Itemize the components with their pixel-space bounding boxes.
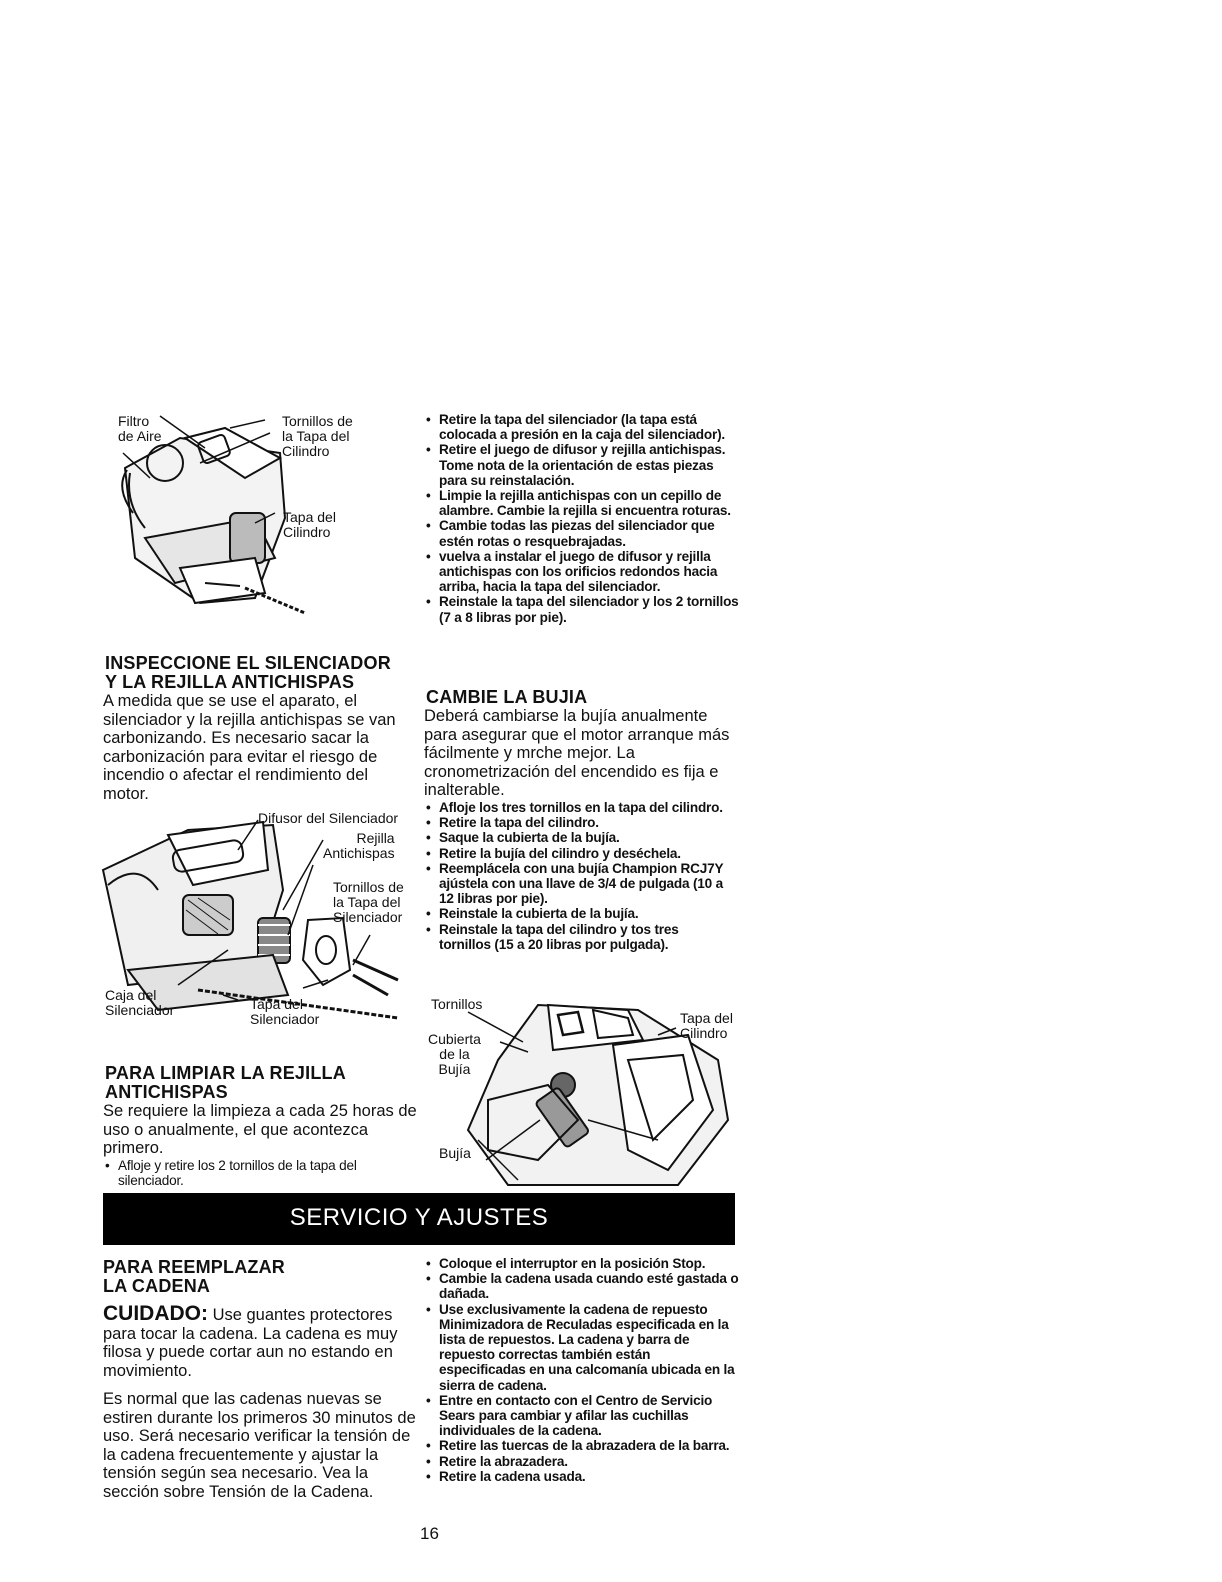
label-filtro-aire: Filtro de Aire xyxy=(118,413,162,444)
list-item: • Retire la tapa del silenciador (la tapa está colocada a presión en la caja del silenciador). xyxy=(424,412,739,442)
label-tornillos-bujia: Tornillos xyxy=(431,996,483,1012)
page-number: 16 xyxy=(420,1524,439,1543)
list-item: • Retire la cadena usada. xyxy=(424,1469,739,1484)
list-item: • Saque la cubierta de la bujía. xyxy=(424,830,729,845)
list-reemplazar-steps xyxy=(424,1256,739,1484)
list-item: • Coloque el interruptor en la posición Stop. xyxy=(424,1256,739,1271)
list-item: • Retire la tapa del cilindro. xyxy=(424,815,729,830)
list-item: • Retire la abrazadera. xyxy=(424,1454,739,1469)
heading-inspeccione-silenciador: INSPECCIONE EL SILENCIADOR Y LA REJILLA ANTICHISPAS xyxy=(105,653,391,692)
paragraph-limpiar: Se requiere la limpieza a cada 25 horas de uso o anualmente, el que acontezca primero. xyxy=(103,1102,417,1157)
list-item: • Retire el juego de difusor y rejilla antichispas. Tome nota de la orientación de estas piezas para su reinstalación. xyxy=(424,442,739,488)
paragraph-silenciador: A medida que se use el aparato, el silenciador y la rejilla antichispas se van carbonizando. Es necesario sacar la carbonización para evitar el riesgo de incendio o afectar el rendimiento del motor. xyxy=(103,692,396,803)
label-rejilla-antichispas: Rejilla Antichispas xyxy=(323,830,395,861)
paragraph-caution xyxy=(103,1302,418,1380)
label-bujia: Bujía xyxy=(439,1145,471,1161)
section-banner xyxy=(103,1193,735,1245)
list-item: • Afloje y retire los 2 tornillos de la tapa del silenciador. xyxy=(103,1158,413,1188)
heading-cambie-bujia: CAMBIE LA BUJIA xyxy=(426,687,588,707)
list-item: • Limpie la rejilla antichispas con un cepillo de alambre. Cambie la rejilla si encuentra roturas. xyxy=(424,488,739,518)
list-item: • Reemplácela con una bujía Champion RCJ7Y ajústela con una llave de 3/4 de pulgada (10 a 12 libras por pie). xyxy=(424,861,729,907)
paragraph-bujia: Deberá cambiarse la bujía anualmente para asegurar que el motor arranque más fácilmente y mrche mejor. La cronometrización del encendido es fija e inalterable. xyxy=(424,707,730,799)
list-item: • Retire la bujía del cilindro y deséchela. xyxy=(424,846,729,861)
label-tapa-silenciador: Tapa del Silenciador xyxy=(250,996,320,1027)
heading-limpiar-rejilla: PARA LIMPIAR LA REJILLA ANTICHISPAS xyxy=(105,1063,346,1102)
label-tapa-cilindro-bujia: Tapa del Cilindro xyxy=(680,1010,733,1041)
caution-text: Use guantes protectores para tocar la cadena. La cadena es muy filosa y puede cortar aun no estando en movimiento. xyxy=(103,1306,398,1380)
label-caja-silenciador: Caja del Silenciador xyxy=(105,987,175,1018)
paragraph-chain-stretch: Es normal que las cadenas nuevas se estiren durante los primeros 30 minutos de uso. Será necesario verificar la tensión de la cadena frecuentemente y ajustar la tensión según sea necesario. Vea la sección sobre Tensión de la Cadena. xyxy=(103,1390,416,1501)
label-tornillos-tapa-cilindro: Tornillos de la Tapa del Cilindro xyxy=(282,413,353,459)
list-item: • Entre en contacto con el Centro de Servicio Sears para cambiar y afilar las cuchillas individuales de la cadena. xyxy=(424,1393,739,1439)
label-cubierta-bujia: Cubierta de la Bujía xyxy=(428,1031,481,1077)
label-difusor-silenciador: Difusor del Silenciador xyxy=(258,810,399,826)
label-tornillos-tapa-silenciador: Tornillos de la Tapa del Silenciador xyxy=(333,879,404,925)
list-item: • Cambie la cadena usada cuando esté gastada o dañada. xyxy=(424,1271,739,1301)
section-banner-title: SERVICIO Y AJUSTES xyxy=(289,1204,549,1231)
caution-label: CUIDADO: xyxy=(103,1302,208,1325)
label-tapa-cilindro: Tapa del Cilindro xyxy=(283,509,336,540)
list-limpiar-steps xyxy=(103,1158,413,1188)
list-item: • vuelva a instalar el juego de difusor y rejilla antichispas con los orificios redondos hacia arriba, hacia la tapa del silenciador. xyxy=(424,549,739,595)
list-item: • Reinstale la tapa del cilindro y tos tres tornillos (15 a 20 libras por pulgada). xyxy=(424,922,729,952)
list-item: • Retire las tuercas de la abrazadera de la barra. xyxy=(424,1438,739,1453)
list-bujia-steps xyxy=(424,800,729,952)
list-item: • Afloje los tres tornillos en la tapa del cilindro. xyxy=(424,800,729,815)
list-silenciador-steps xyxy=(424,412,739,625)
list-item: • Use exclusivamente la cadena de repuesto Minimizadora de Reculadas especificada en la lista de repuestos. La cadena y barra de repuesto correctas también están especificadas en una calcomanía ubicada en la sierra de cadena. xyxy=(424,1302,739,1393)
list-item: • Reinstale la cubierta de la bujía. xyxy=(424,906,729,921)
list-item: • Cambie todas las piezas del silenciador que estén rotas o resquebrajadas. xyxy=(424,518,739,548)
heading-reemplazar-cadena: PARA REEMPLAZAR LA CADENA xyxy=(103,1257,285,1296)
list-item: • Reinstale la tapa del silenciador y los 2 tornillos (7 a 8 libras por pie). xyxy=(424,594,739,624)
